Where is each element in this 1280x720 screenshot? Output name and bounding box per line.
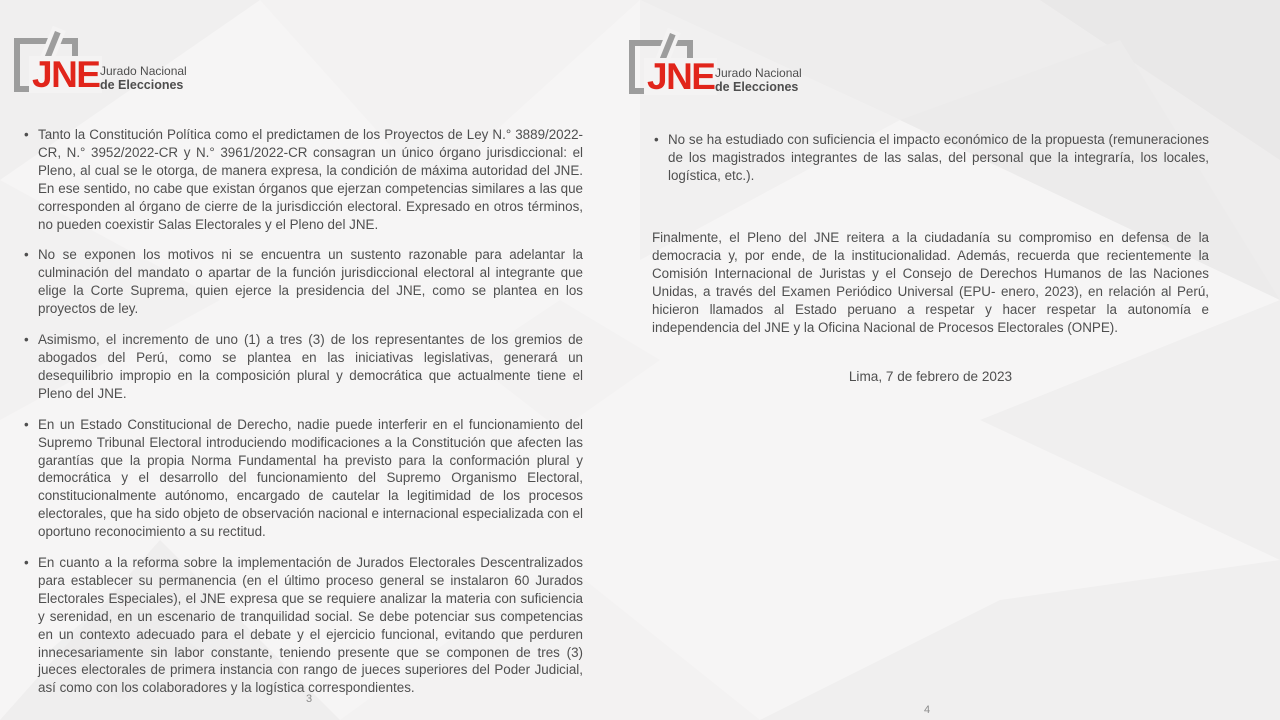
logo-name-line1: Jurado Nacional — [100, 64, 187, 78]
page-number: 3 — [306, 693, 313, 705]
bullet-list-right — [653, 131, 1209, 198]
bullet-text: Asimismo, el incremento de uno (1) a tres (3) de los representantes de los gremios de abogados del Perú, como se plantea en las iniciativas legislativas, generará un desequilibrio impropio en la composición plural y democrática que actualmente tiene el Pleno del JNE. — [38, 332, 583, 401]
logo-org-name — [715, 66, 802, 94]
bullet-text: En cuanto a la reforma sobre la implementación de Jurados Electorales Descentralizados para establecer su permanencia (en el último proceso general se instalaron 60 Jurados Electorales Especiales), el JNE expresa que se requiere analizar la materia con suficiencia y serenidad, en un escenario de tranquilidad social. Se debe potenciar sus competencias en un contexto adecuado para el debate y el ejercicio funcional, evitando que perduren innecesariamente sin labor constante, teniendo presente que se componen de tres (3) jueces electorales de primera instancia con rango de jueces superiores del Poder Judicial, así como con los colaboradores y la logística correspondientes. — [38, 555, 583, 696]
bullet-list-left — [23, 126, 583, 710]
logo-acronym: JNE — [644, 58, 717, 95]
logo-name-line2: de Elecciones — [100, 78, 184, 92]
bullet-text: No se ha estudiado con suficiencia el impacto económico de la propuesta (remuneraciones de los magistrados integrantes de las salas, del personal que la integraría, los locales, logística, etc.). — [668, 132, 1209, 183]
bullet-marker: • — [24, 247, 29, 263]
list-item — [23, 554, 583, 697]
logo-org-name — [100, 64, 187, 92]
dateline: Lima, 7 de febrero de 2023 — [848, 369, 1013, 384]
closing-paragraph: Finalmente, el Pleno del JNE reitera a la ciudadanía su compromiso en defensa de la democracia y, por ende, de la institucionalidad. Además, recuerda que recientemente la Comisión Internacional de Juristas y el Consejo de Derechos Humanos de las Naciones Unidas, a través del Examen Periódico Universal (EPU- enero, 2023), en relación al Perú, hicieron llamados al Estado peruano a respetar y hacer respetar la autonomía e independencia del JNE y la Oficina Nacional de Procesos Electorales (ONPE). — [652, 230, 1209, 335]
bullet-marker: • — [24, 332, 29, 348]
list-item — [653, 131, 1209, 185]
jne-logo — [14, 30, 204, 100]
page-4 — [640, 0, 1280, 720]
list-item — [23, 246, 583, 318]
logo-acronym: JNE — [29, 56, 102, 93]
logo-name-line1: Jurado Nacional — [715, 66, 802, 80]
list-item — [23, 416, 583, 541]
bullet-text: Tanto la Constitución Política como el predictamen de los Proyectos de Ley N.° 3889/2022-CR, N.° 3952/2022-CR y N.° 3961/2022-CR consagran un único órgano jurisdiccional: el Pleno, al cual se le otorga, de manera expresa, la condición de máxima autoridad del JNE. En ese sentido, no cabe que existan órganos que ejerzan competencias similares a las que corresponden al órgano de cierre de la jurisdicción electoral. Expresado en otros términos, no pueden coexistir Salas Electorales y el Pleno del JNE. — [38, 127, 583, 232]
list-item — [23, 331, 583, 403]
bullet-marker: • — [24, 127, 29, 142]
bullet-text: En un Estado Constitucional de Derecho, nadie puede interferir en el funcionamiento del Supremo Tribunal Electoral introduciendo modificaciones a la Constitución que afecten las garantías que la propia Norma Fundamental ha previsto para la conformación plural y democrática y el desarrollo del funcionamiento del Supremo Organismo Electoral, constitucionalmente autónomo, encargado de cautelar la legitimidad de los procesos electorales, que ha sido objeto de observación nacional e internacional especializada con el oportuno reconocimiento a su rectitud. — [38, 416, 583, 540]
jne-logo — [629, 32, 819, 102]
bullet-marker: • — [24, 416, 29, 432]
bullet-marker: • — [654, 132, 659, 147]
page-number: 4 — [924, 704, 931, 716]
list-item — [23, 126, 583, 233]
bullet-text: No se exponen los motivos ni se encuentra un sustento razonable para adelantar la culminación del mandato o apartar de la función jurisdiccional electoral al integrante que elige la Corte Suprema, quien ejerce la presidencia del JNE, como se plantea en los proyectos de ley. — [38, 247, 583, 317]
logo-name-line2: de Elecciones — [715, 80, 799, 94]
bullet-marker: • — [24, 555, 29, 571]
